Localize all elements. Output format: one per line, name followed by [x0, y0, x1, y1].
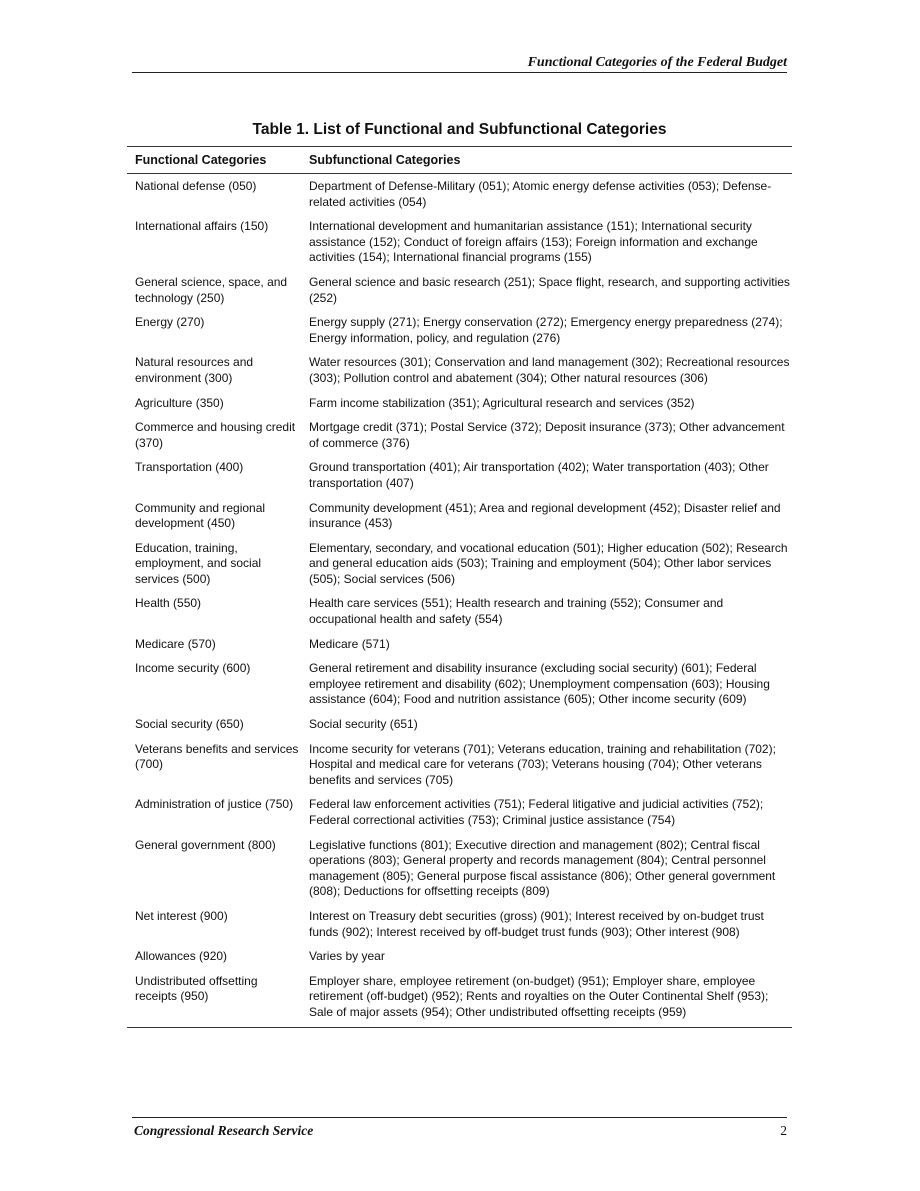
subfunctional-categories-cell: General retirement and disability insurance (excluding social security) (601); Federal employee retirement and disability (602); Unemployment compensation (603); Housing assistance (604); Food and nutrition assistance (605); Other income security (609): [309, 661, 770, 707]
functional-category-cell: Veterans benefits and services (700): [135, 741, 299, 772]
functional-category-cell: Income security (600): [135, 661, 251, 676]
table-row: [127, 455, 792, 495]
subfunctional-categories-cell: Medicare (571): [309, 636, 390, 651]
functional-category-cell: Natural resources and environment (300): [135, 355, 254, 385]
table-row: [127, 391, 792, 416]
header-rule: [132, 72, 787, 73]
table-header-row: [127, 147, 792, 174]
subfunctional-categories-cell: Department of Defense-Military (051); Atomic energy defense activities (053); Defense-related activities (054): [309, 179, 772, 209]
table-row: [127, 656, 792, 712]
subfunctional-categories-cell: International development and humanitarian assistance (151); International security assistance (152); Conduct of foreign affairs (153); Foreign information and exchange activities (154); International financial programs (155): [309, 219, 758, 265]
subfunctional-categories-cell: Ground transportation (401); Air transportation (402); Water transportation (403); Other transportation (407): [309, 460, 769, 490]
column-header-functional: Functional Categories: [127, 147, 309, 174]
page-number: 2: [780, 1123, 787, 1138]
footer-rule: [132, 1117, 787, 1118]
subfunctional-categories-cell: Community development (451); Area and regional development (452); Disaster relief and insurance (453): [309, 500, 781, 531]
functional-category-cell: Medicare (570): [135, 636, 216, 651]
subfunctional-categories-cell: Legislative functions (801); Executive direction and management (802); Central fiscal operations (803); General property and records management (804); Central personnel management (805); General purpose fiscal assistance (806); Other general government (808); Deductions for offsetting receipts (809): [309, 837, 776, 899]
functional-category-cell: General government (800): [135, 837, 276, 852]
functional-category-cell: Social security (650): [135, 717, 244, 732]
column-header-subfunctional: Subfunctional Categories: [309, 147, 792, 174]
table-row: [127, 496, 792, 536]
functional-category-cell: International affairs (150): [135, 219, 269, 234]
functional-category-cell: General science, space, and technology (250): [135, 274, 288, 305]
functional-category-cell: Undistributed offsetting receipts (950): [127, 969, 309, 1027]
subfunctional-categories-cell: Health care services (551); Health research and training (552); Consumer and occupational health and safety (554): [309, 596, 724, 627]
table-row: [127, 350, 792, 390]
functional-category-cell: Energy (270): [135, 315, 205, 330]
footer-source: Congressional Research Service: [134, 1123, 314, 1138]
subfunctional-categories-cell: Varies by year: [309, 949, 385, 964]
subfunctional-categories-cell: Energy supply (271); Energy conservation (272); Emergency energy preparedness (274); Energy information, policy, and regulation (276): [309, 315, 783, 345]
subfunctional-categories-cell: Employer share, employee retirement (on-budget) (951); Employer share, employee retirement (off-budget) (952); Rents and royalties on the Outer Continental Shelf (953); Sale of major assets (954); Other undistributed offsetting receipts (959): [309, 969, 792, 1027]
subfunctional-categories-cell: Water resources (301); Conservation and land management (302); Recreational resources (303); Pollution control and abatement (304); Other natural resources (306): [309, 355, 790, 385]
subfunctional-categories-cell: Social security (651): [309, 717, 418, 732]
running-footer: [134, 1122, 787, 1140]
table-row: [127, 737, 792, 793]
subfunctional-categories-cell: Interest on Treasury debt securities (gross) (901); Interest received by on-budget trust funds (902); Interest received by off-budget trust funds (903); Other interest (908): [309, 908, 764, 939]
functional-category-cell: Commerce and housing credit (370): [135, 420, 296, 450]
functional-category-cell: Allowances (920): [135, 949, 228, 964]
table-row: [127, 214, 792, 270]
table-container: [127, 146, 792, 1028]
functional-category-cell: Transportation (400): [135, 460, 244, 475]
subfunctional-categories-cell: Farm income stabilization (351); Agricultural research and services (352): [309, 395, 695, 410]
table-row: [127, 415, 792, 455]
functional-category-cell: Education, training, employment, and social services (500): [135, 540, 262, 586]
table-row: [127, 792, 792, 832]
table-row: [127, 833, 792, 904]
functional-category-cell: Net interest (900): [135, 908, 228, 923]
table-title: Table 1. List of Functional and Subfunctional Categories: [252, 121, 667, 138]
table-row: [127, 712, 792, 737]
running-header-title: Functional Categories of the Federal Budget: [527, 55, 787, 70]
subfunctional-categories-cell: Federal law enforcement activities (751); Federal litigative and judicial activities (752); Federal correctional activities (753); Criminal justice assistance (754): [309, 797, 764, 827]
table-row: [127, 270, 792, 310]
table-row: [127, 310, 792, 350]
table-row: [127, 174, 792, 215]
functional-category-cell: Health (550): [135, 596, 202, 611]
table-row: [127, 944, 792, 969]
table-row: [127, 904, 792, 944]
functional-category-cell: Community and regional development (450): [135, 500, 266, 531]
subfunctional-categories-cell: General science and basic research (251); Space flight, research, and supporting activities (252): [309, 274, 790, 305]
subfunctional-categories-cell: Mortgage credit (371); Postal Service (372); Deposit insurance (373); Other advancement of commerce (376): [309, 420, 785, 450]
functional-category-cell: Administration of justice (750): [135, 797, 294, 812]
table-body: [127, 174, 792, 1028]
table-row: [127, 632, 792, 657]
functional-category-cell: Agriculture (350): [135, 395, 224, 410]
functional-categories-table: [127, 146, 792, 1028]
functional-category-cell: National defense (050): [135, 179, 257, 193]
table-row: [127, 591, 792, 631]
table-row: [127, 969, 792, 1027]
table-row: [127, 536, 792, 592]
subfunctional-categories-cell: Income security for veterans (701); Veterans education, training and rehabilitation (702); Hospital and medical care for veterans (703); Veterans housing (704); Other veterans benefits and services (705): [309, 741, 776, 787]
subfunctional-categories-cell: Elementary, secondary, and vocational education (501); Higher education (502); Research and general education aids (503); Training and employment (504); Other labor services (505); Social services (506): [309, 540, 788, 586]
